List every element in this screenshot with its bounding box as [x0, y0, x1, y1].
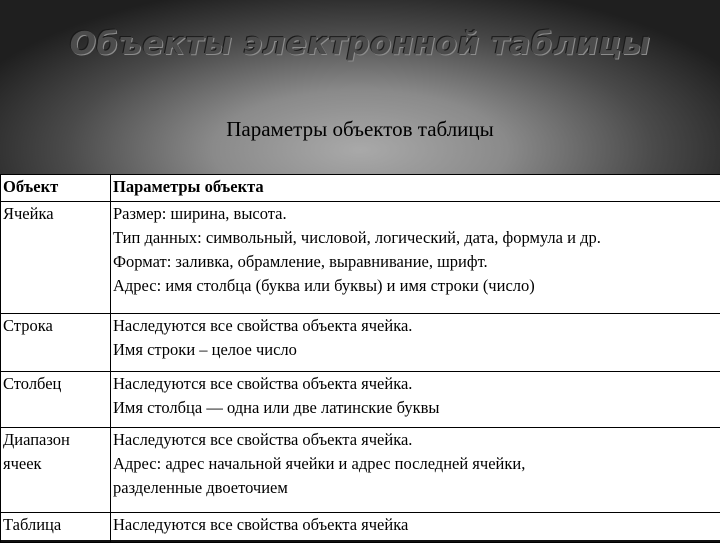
table-row [1, 372, 720, 428]
parameter-line: Наследуются все свойства объекта ячейка [113, 513, 718, 537]
cell-object [1, 428, 111, 513]
table-header-row [1, 175, 720, 202]
parameter-line: Формат: заливка, обрамление, выравнивание, шрифт. [113, 250, 718, 274]
object-line: Диапазон [3, 428, 108, 452]
header-object: Объект [1, 175, 111, 202]
table-area [0, 174, 720, 540]
parameter-line: Наследуются все свойства объекта ячейка. [113, 372, 718, 396]
table-row [1, 202, 720, 314]
cell-parameters [111, 372, 720, 428]
cell-parameters [111, 202, 720, 314]
table-row [1, 428, 720, 513]
cell-parameters [111, 428, 720, 513]
parameter-line: Наследуются все свойства объекта ячейка. [113, 428, 718, 452]
parameter-line: Имя столбца — одна или две латинские буквы [113, 396, 718, 420]
parameter-line: Имя строки – целое число [113, 338, 718, 362]
table-row [1, 314, 720, 372]
cell-object: Столбец [1, 372, 111, 428]
parameter-line: Адрес: имя столбца (буква или буквы) и имя строки (число) [113, 274, 718, 298]
table-row [1, 513, 720, 543]
cell-object: Ячейка [1, 202, 111, 314]
parameter-line: Наследуются все свойства объекта ячейка. [113, 314, 718, 338]
cell-object: Таблица [1, 513, 111, 543]
parameter-line: Тип данных: символьный, числовой, логический, дата, формула и др. [113, 226, 718, 250]
slide-title: Объекты электронной таблицы [0, 26, 720, 62]
parameter-line: разделенные двоеточием [113, 476, 718, 500]
cell-object: Строка [1, 314, 111, 372]
parameter-line: Размер: ширина, высота. [113, 202, 718, 226]
table-caption: Параметры объектов таблицы [0, 117, 720, 142]
object-line: ячеек [3, 452, 108, 476]
header-parameters: Параметры объекта [111, 175, 720, 202]
objects-table [0, 174, 720, 543]
parameter-line: Адрес: адрес начальной ячейки и адрес последней ячейки, [113, 452, 718, 476]
cell-parameters [111, 314, 720, 372]
cell-parameters [111, 513, 720, 543]
